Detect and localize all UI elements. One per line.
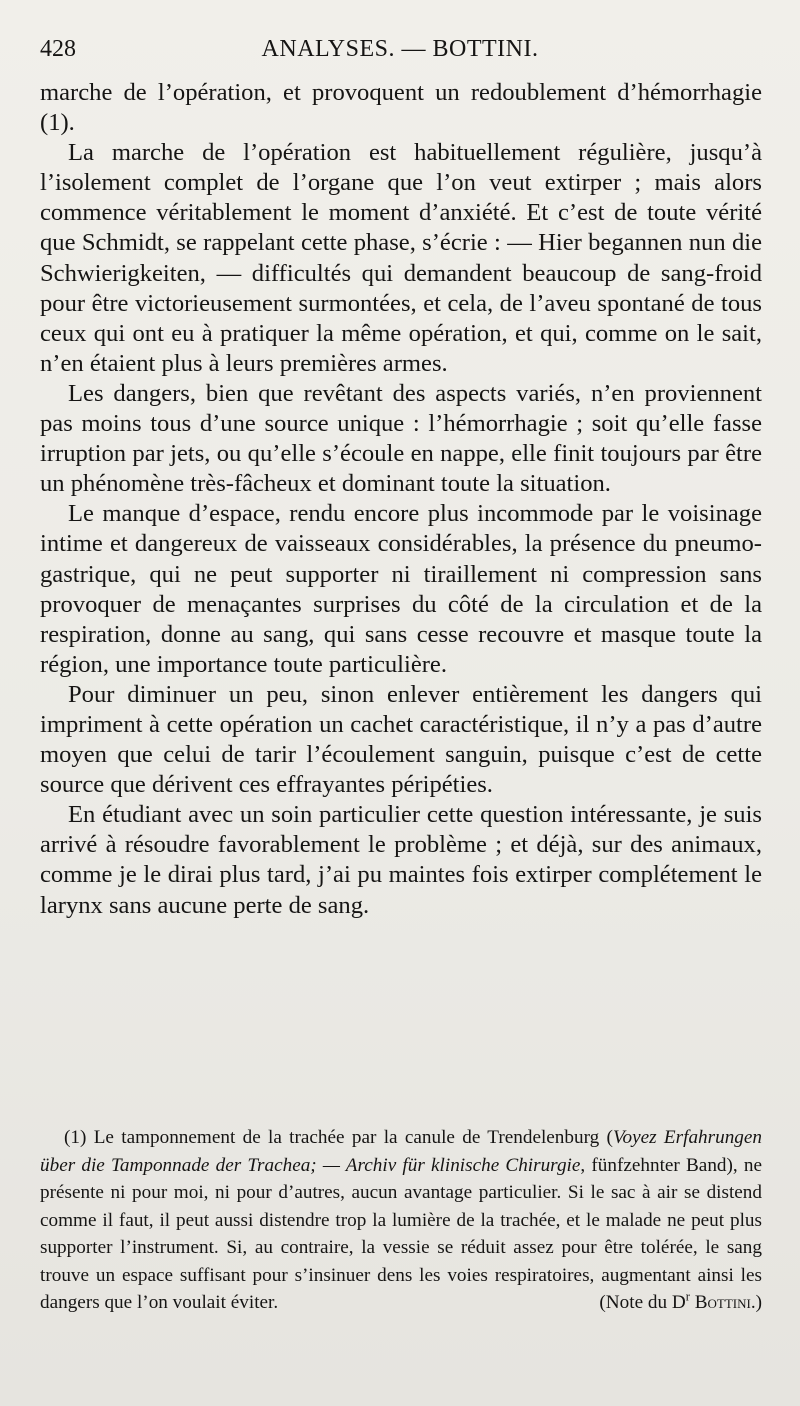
page-number: 428 xyxy=(40,36,76,62)
paragraph: Pour diminuer un peu, sinon enlever entièrement les dangers qui impriment à cette opération un cachet caractéristique, il n’y a pas d’autre moyen que celui de tarir l’écoulement sanguin, puisque c’est de cette source que dérivent ces effrayantes péripéties. xyxy=(40,680,762,799)
footnote xyxy=(40,1124,762,1317)
footnote-credit xyxy=(575,1289,762,1317)
footnote-text: , fünfzehnter Band), ne présente ni pour moi, ni pour d’autres, aucun avantage particulier. Si le sac à air se distend comme il faut, il peut aussi distendre trop la lumière de la trachée, et le malade ne peut plus supporter l’instrument. Si, au contraire, la vessie se réduit assez pour être tolérée, le sang trouve un espace suffisant pour s’insinuer dens les voies respiratoires, augmentant ainsi les dangers que l’on voulait éviter. xyxy=(40,1154,762,1313)
main-text xyxy=(40,78,762,921)
credit-prefix: (Note du D xyxy=(599,1292,686,1313)
footnote-text: Le tamponnement de la trachée par la canule de Trendelenburg ( xyxy=(93,1127,613,1148)
paragraph: Les dangers, bien que revêtant des aspects variés, n’en proviennent pas moins tous d’une source unique : l’hémorrhagie ; soit qu’elle fasse irruption par jets, ou qu’elle s’écoule en nappe, elle finit toujours par être un phénomène très-fâcheux et dominant toute la situation. xyxy=(40,379,762,498)
paragraph: En étudiant avec un soin particulier cette question intéressante, je suis arrivé à résoudre favorablement le problème ; et déjà, sur des animaux, comme je le dirai plus tard, j’ai pu maintes fois extirper complétement le larynx sans aucune perte de sang. xyxy=(40,801,762,919)
footnote-citation: Voyez Erfahrungen über die Tamponnade der Trachea; — Archiv für klinische Chirurgie xyxy=(40,1127,763,1176)
page-header xyxy=(40,36,760,70)
footnote-section xyxy=(40,1124,762,1317)
paragraph: La marche de l’opération est habituellement régulière, jusqu’à l’isolement complet de l’organe que l’on veut extirper ; mais alors commence véritablement le moment d’anxiété. Et c’est de toute vérité que Schmidt, se rappelant cette phase, s’écrie : — Hier begannen nun die Schwierigkeiten, — difficultés qui demandent beaucoup de sang-froid pour être victorieusement surmontées, et cela, de l’aveu spontané de tous ceux qui ont eu à pratiquer la même opération, et qui, comme on le sait, n’en étaient plus à leurs premières armes. xyxy=(40,139,762,377)
paragraph-continuation: marche de l’opération, et provoquent un redoublement d’hémorrhagie (1). xyxy=(40,79,762,137)
footnote-marker: (1) xyxy=(64,1127,87,1148)
credit-name: Bottini xyxy=(694,1292,751,1313)
credit-suffix: .) xyxy=(750,1292,762,1313)
running-title: ANALYSES. — BOTTINI. xyxy=(261,36,539,62)
credit-superscript: r xyxy=(685,1289,690,1304)
paragraph: Le manque d’espace, rendu encore plus incommode par le voisinage intime et dangereux de vaisseaux considérables, la présence du pneumo-gastrique, qui ne peut supporter ni tiraillement ni compression sans provoquer de menaçantes surprises du côté de la circulation et de la respiration, donne au sang, qui sans cesse recouvre et masque toute la région, une importance toute particulière. xyxy=(40,500,762,678)
